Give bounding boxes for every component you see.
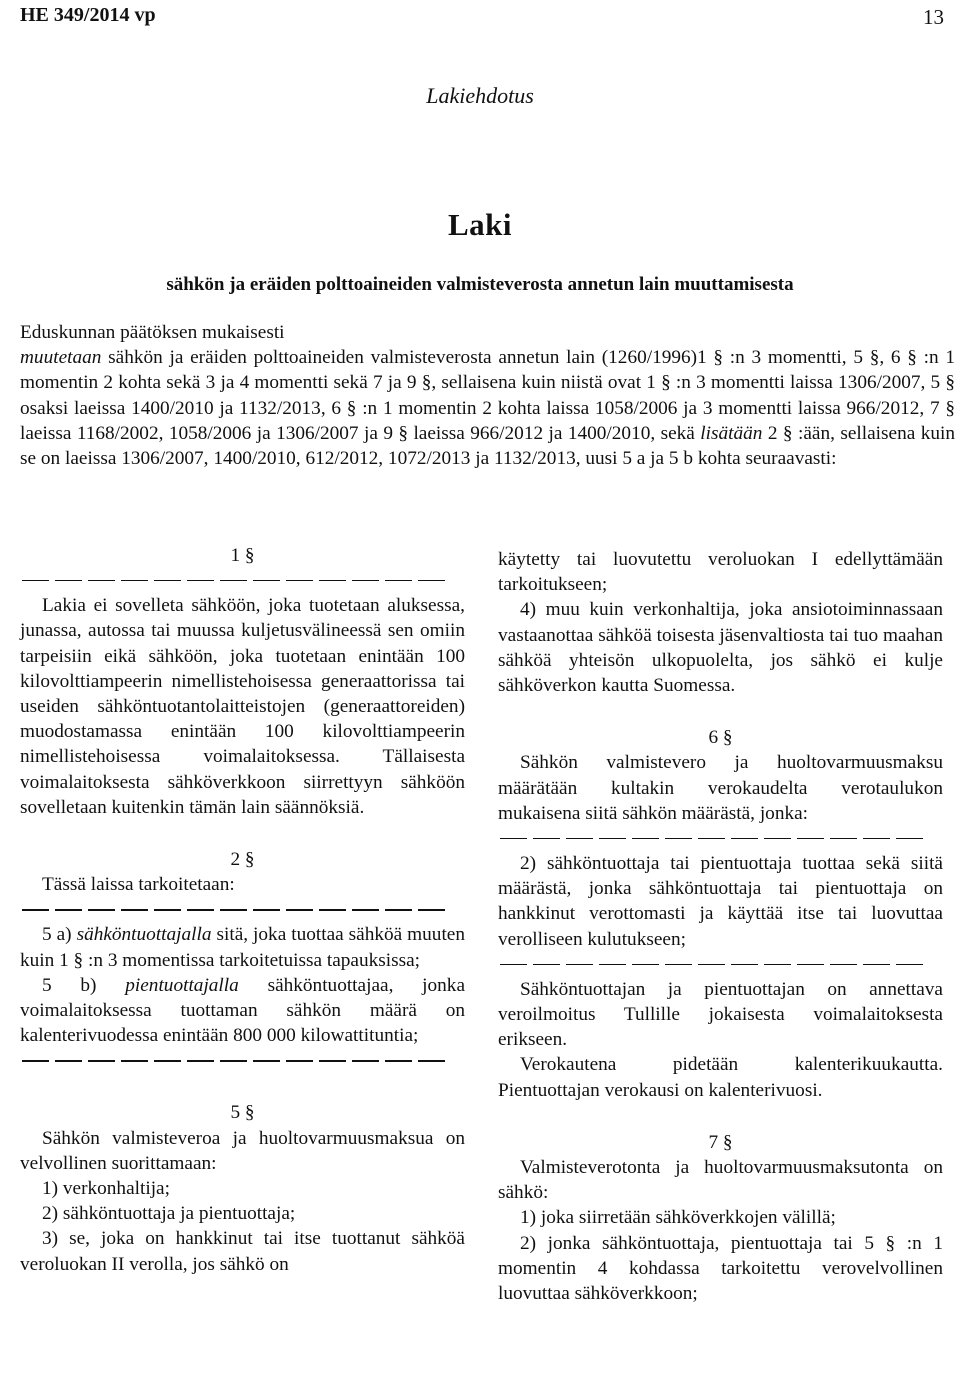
- intro-text-1: sähkön ja eräiden polttoaineiden valmisteverosta annetun lain (1260/1996)1 § :n 3 momentti, 5 §, 6 § :n 1 momentin 2 kohta sekä 3 ja 4 momentti sekä 7 ja 9 §, sellaisena kuin niistä ovat 1 § :n 3 momentti laissa 1306/2007, 5 § osaksi laeissa 1400/2010 ja 1132/2013, 6 § :n 1 momentin 2 kohta laissa 1058/2006 ja 3 momentti laissa 966/2012, 7 § laeissa 1168/2002, 1058/2006 ja 1306/2007 ja 9 § laeissa 966/2012 ja 1400/2010, sekä: [20, 347, 955, 444]
- section-5-item-4: 4) muu kuin verkonhaltija, joka ansiotoiminnassaan vastaanottaa sähköä toisesta jäsenvaltiosta tai tuo maahan sähköä yhteisön ulkopuolelta, jos sähkö ei kulje sähköverkon kautta Suomessa.: [498, 599, 943, 697]
- intro-verb: muutetaan: [20, 347, 102, 369]
- law-subtitle: sähkön ja eräiden polttoaineiden valmisteverosta annetun lain muuttamisesta: [166, 274, 794, 295]
- section-2-item-5b: 5 b) pientuottajalla sähköntuottajaa, jonka voimalaitoksessa tuottaman sähkön määrä on kalenterivuodessa enintään 800 000 kilowattituntia;: [20, 974, 465, 1047]
- section-2-intro: Tässä laissa tarkoitetaan:: [42, 874, 235, 896]
- section-5-paragraph: Sähkön valmisteveroa ja huoltovarmuusmaksua on velvollinen suorittamaan:: [20, 1127, 465, 1174]
- section-6-paragraph-3: Sähköntuottajan ja pientuottajan on annettava veroilmoitus Tullille jokaisesta voimalaitoksesta erikseen.: [498, 978, 943, 1051]
- section-6-paragraph-4: Verokautena pidetään kalenterikuukautta. Pientuottajan verokausi on kalenterivuosi.: [498, 1054, 943, 1101]
- page-number: 13: [923, 5, 944, 29]
- omission-line: [498, 952, 943, 977]
- intro-verb-2: lisätään: [700, 422, 763, 444]
- section-heading-5: 5 §: [230, 1102, 255, 1124]
- document-type: Lakiehdotus: [426, 83, 534, 108]
- section-5-item-3: 3) se, joka on hankkinut tai itse tuottanut sähköä veroluokan II verolla, jos sähkö on: [20, 1228, 465, 1275]
- intro-body: [20, 345, 955, 471]
- section-1-paragraph: Lakia ei sovelleta sähköön, joka tuotetaan aluksessa, junassa, autossa tai muussa kuljetusvälineessä sen omiin tarpeisiin eikä sähköön, joka tuotetaan enintään 100 kilovolttiampeerin nimellistehoisessa generaattorissa tai useiden sähköntuotantolaitteistojen (generaattoreiden) muodostamassa enintään 100 kilovolttiampeerin nimellistehoisessa voimalaitoksessa. Tällaisesta voimalaitoksesta sähköverkkoon siirrettyyn sähköön sovelletaan kuitenkin tämän lain säännöksiä.: [20, 595, 465, 818]
- left-column: [20, 543, 465, 1277]
- section-6-item-2: 2) sähköntuottaja tai pientuottaja tuottaa sekä siitä määrästä, jonka sähköntuottaja tai pientuottaja on hankkinut verottomasti ja käyttää itse tai luovuttaa verolliseen kulutukseen;: [498, 853, 943, 950]
- section-6-paragraph: Sähkön valmistevero ja huoltovarmuusmaksu määrätään kultakin verokaudelta verotaulukon mukaisena siitä sähkön määrästä, jonka:: [498, 752, 943, 824]
- section-2-item-5a: 5 a) sähköntuottajalla sitä, joka tuottaa sähköä muuten kuin 1 § :n 3 momentissa tarkoitetuissa tapauksissa;: [20, 924, 465, 971]
- omission-line: [20, 568, 465, 593]
- right-column: [498, 547, 943, 1306]
- law-title: Laki: [447, 207, 513, 242]
- section-5-item-2: 2) sähköntuottaja ja pientuottaja;: [42, 1203, 296, 1225]
- section-7-item-1: 1) joka siirretään sähköverkkojen välillä;: [520, 1207, 836, 1229]
- section-heading-2: 2 §: [230, 849, 255, 871]
- section-7-paragraph: Valmisteverotonta ja huoltovarmuusmaksutonta on sähkö:: [498, 1157, 943, 1204]
- intro-line: Eduskunnan päätöksen mukaisesti: [20, 322, 285, 343]
- section-heading-6: 6 §: [708, 727, 733, 749]
- intro-text-2: 2 § :ään, sellaisena kuin se on laeissa 1306/2007, 1400/2010, 612/2012, 1072/2013 ja 1132/2013, uusi 5 a ja 5 b kohta seuraavasti:: [20, 422, 955, 470]
- omission-line: [498, 826, 943, 851]
- omission-line: [20, 897, 465, 922]
- section-7-item-2: 2) jonka sähköntuottaja, pientuottaja tai 5 § :n 1 momentin 4 kohdassa tarkoitettu verovelvollinen luovuttaa sähköverkkoon;: [498, 1232, 943, 1305]
- section-5-item-1: 1) verkonhaltija;: [42, 1178, 170, 1200]
- omission-line: [20, 1048, 465, 1073]
- section-5-item-3-continued: käytetty tai luovutettu veroluokan I edellyttämään tarkoitukseen;: [498, 549, 943, 596]
- section-heading-1: 1 §: [230, 545, 255, 566]
- enacting-clause: [20, 320, 955, 471]
- document-id: HE 349/2014 vp: [20, 4, 156, 26]
- section-heading-7: 7 §: [708, 1131, 733, 1153]
